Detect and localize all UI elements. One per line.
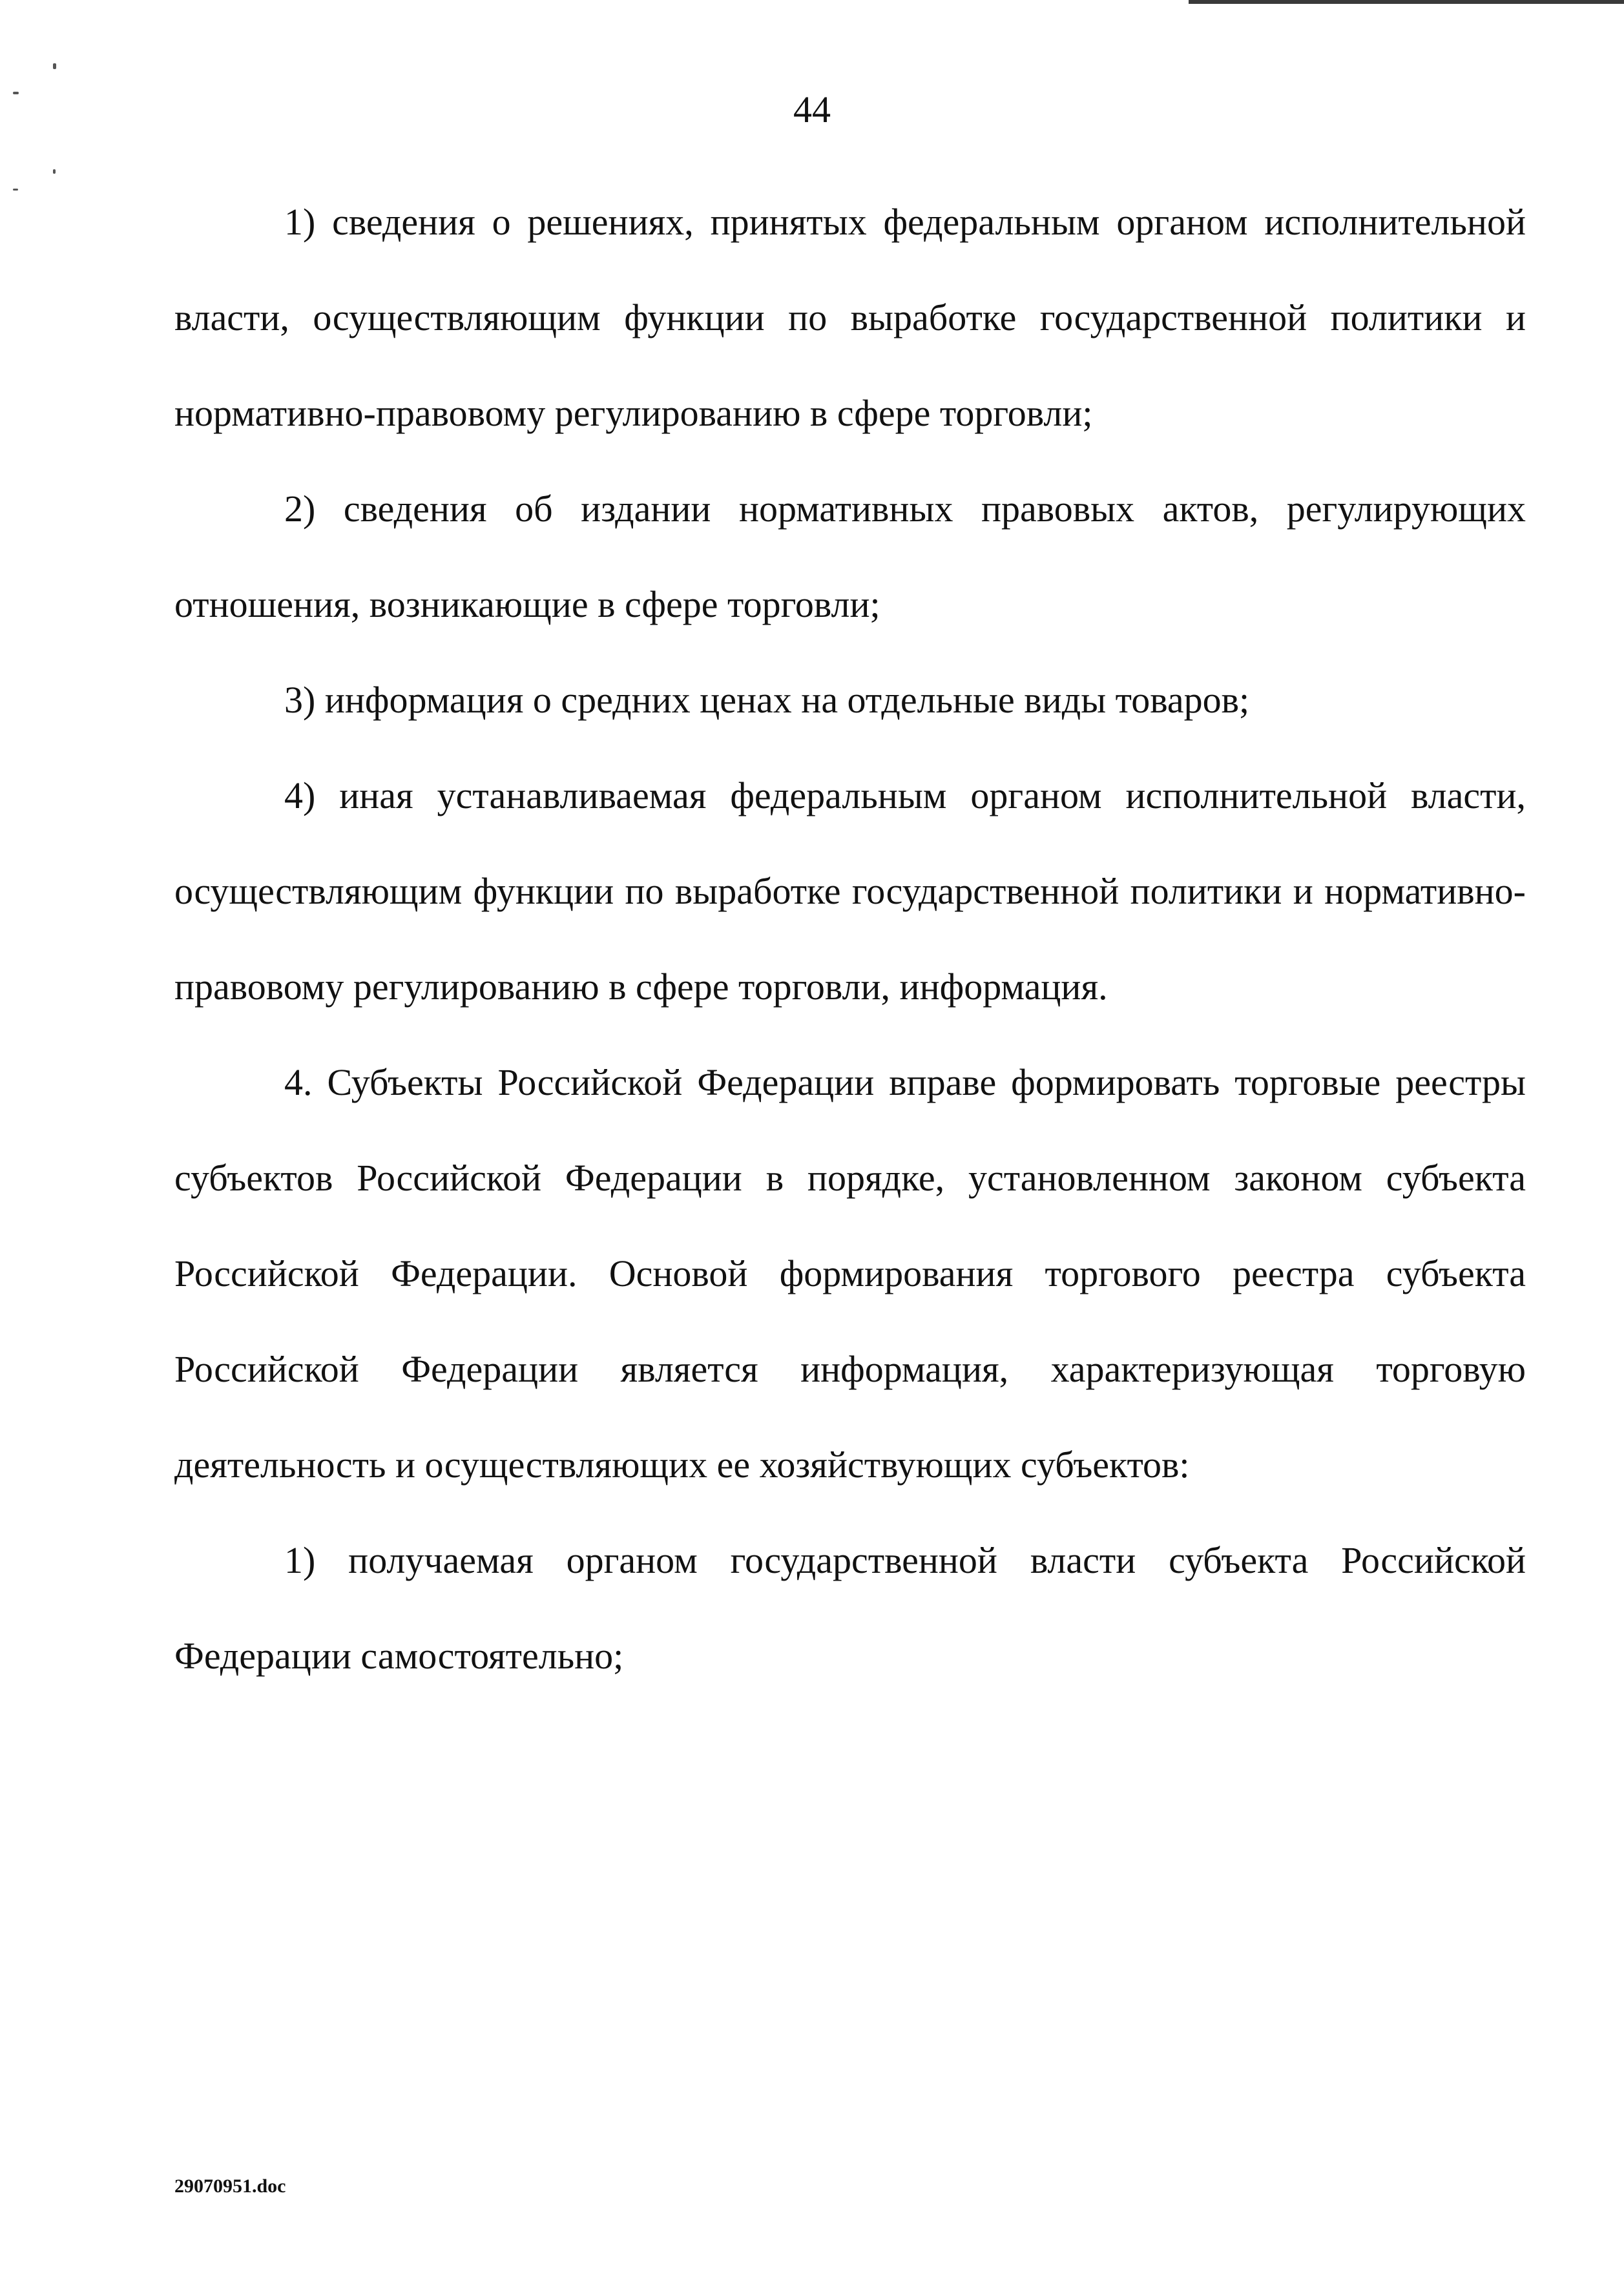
top-border-line: [1189, 0, 1624, 4]
paragraph-item-4-other-info: 4) иная устанавливаемая федеральным органом исполнительной власти, осуществляющим функции по выработке государственной политики и нормативно-правовому регулированию в сфере торговли, информация.: [174, 774, 1526, 1008]
scan-speck: [53, 63, 56, 69]
scan-speck: [13, 189, 18, 191]
document-body: [174, 174, 1526, 1704]
paragraph-item-3-prices: 3) информация о средних ценах на отдельные виды товаров;: [284, 679, 1250, 721]
footer-filename: 29070951.doc: [174, 2175, 286, 2197]
paragraph-item-2-acts: 2) сведения об издании нормативных правовых актов, регулирующих отношения, возникающие в сфере торговли;: [174, 488, 1526, 625]
paragraph-subitem-1-received: 1) получаемая органом государственной власти субъекта Российской Федерации самостоятельно;: [174, 1539, 1526, 1677]
page-number: 44: [793, 88, 831, 130]
paragraph-section-4-registries: 4. Субъекты Российской Федерации вправе формировать торговые реестры субъектов Российской Федерации в порядке, установленном законом субъекта Российской Федерации. Основой формирования торгового реестра субъекта Российской Федерации является информация, характеризующая торговую деятельность и осуществляющих ее хозяйствующих субъектов:: [174, 1061, 1526, 1486]
scan-speck: [53, 169, 56, 174]
paragraph-item-1-decisions: 1) сведения о решениях, принятых федеральным органом исполнительной власти, осуществляющим функции по выработке государственной политики и нормативно-правовому регулированию в сфере торговли;: [174, 201, 1526, 434]
